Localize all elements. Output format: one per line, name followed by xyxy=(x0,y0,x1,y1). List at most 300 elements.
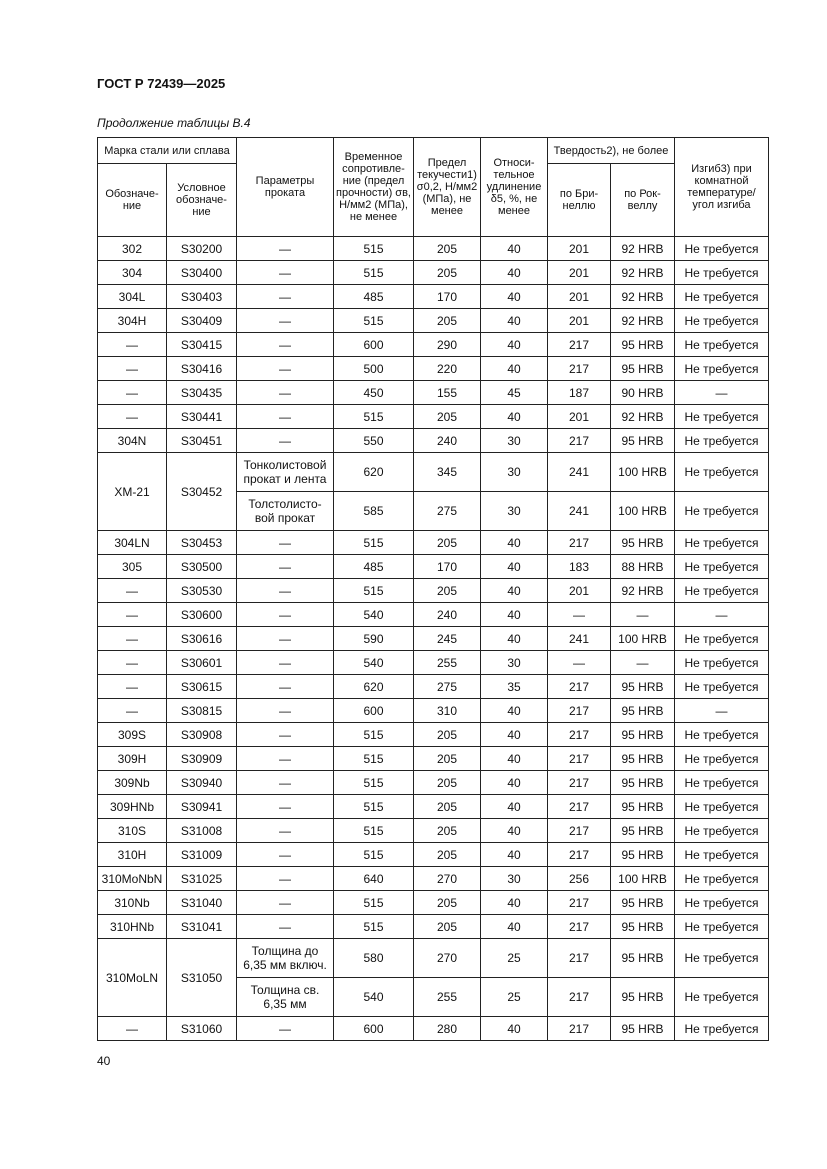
cell-yield: 345 xyxy=(414,453,481,492)
cell-uns: S30500 xyxy=(167,555,237,579)
cell-rockwell: 95 HRB xyxy=(611,891,675,915)
cell-tensile: 640 xyxy=(334,867,414,891)
cell-tensile: 485 xyxy=(334,555,414,579)
cell-bend: Не требуется xyxy=(675,915,769,939)
cell-brinell: 217 xyxy=(548,843,611,867)
cell-rockwell: 95 HRB xyxy=(611,723,675,747)
cell-brinell: 201 xyxy=(548,285,611,309)
cell-uns: S30409 xyxy=(167,309,237,333)
cell-bend: Не требуется xyxy=(675,1017,769,1041)
cell-brinell: 217 xyxy=(548,723,611,747)
header-yield: Предел текучести1) σ0,2, Н/мм2 (МПа), не менее xyxy=(414,138,481,237)
cell-brinell: 217 xyxy=(548,747,611,771)
cell-elongation: 40 xyxy=(481,795,548,819)
cell-yield: 240 xyxy=(414,603,481,627)
cell-rockwell: 100 HRB xyxy=(611,453,675,492)
cell-rockwell: 95 HRB xyxy=(611,699,675,723)
cell-tensile: 580 xyxy=(334,939,414,978)
cell-params: Толщина св. 6,35 мм xyxy=(237,978,334,1017)
cell-params: — xyxy=(237,405,334,429)
cell-uns: S30453 xyxy=(167,531,237,555)
cell-yield: 205 xyxy=(414,579,481,603)
cell-elongation: 40 xyxy=(481,579,548,603)
cell-brinell: 217 xyxy=(548,771,611,795)
cell-elongation: 40 xyxy=(481,405,548,429)
cell-tensile: 585 xyxy=(334,492,414,531)
cell-bend: Не требуется xyxy=(675,747,769,771)
cell-elongation: 45 xyxy=(481,381,548,405)
cell-params: — xyxy=(237,795,334,819)
cell-params: Толстолисто-вой прокат xyxy=(237,492,334,531)
cell-designation: — xyxy=(98,381,167,405)
cell-elongation: 40 xyxy=(481,555,548,579)
header-brinell: по Бри-неллю xyxy=(548,164,611,237)
cell-tensile: 515 xyxy=(334,747,414,771)
cell-tensile: 515 xyxy=(334,309,414,333)
cell-elongation: 40 xyxy=(481,723,548,747)
cell-yield: 205 xyxy=(414,843,481,867)
cell-yield: 205 xyxy=(414,531,481,555)
cell-elongation: 40 xyxy=(481,261,548,285)
cell-designation: 310Nb xyxy=(98,891,167,915)
table-row xyxy=(98,891,769,915)
table-body xyxy=(98,237,769,1041)
cell-elongation: 40 xyxy=(481,237,548,261)
cell-params: — xyxy=(237,381,334,405)
cell-uns: S31040 xyxy=(167,891,237,915)
cell-rockwell: 95 HRB xyxy=(611,843,675,867)
cell-brinell: 187 xyxy=(548,381,611,405)
cell-rockwell: 95 HRB xyxy=(611,747,675,771)
table-row xyxy=(98,867,769,891)
cell-designation: 310MoNbN xyxy=(98,867,167,891)
cell-rockwell: 92 HRB xyxy=(611,261,675,285)
cell-tensile: 540 xyxy=(334,651,414,675)
cell-yield: 255 xyxy=(414,978,481,1017)
cell-yield: 275 xyxy=(414,492,481,531)
cell-bend: Не требуется xyxy=(675,405,769,429)
table-row xyxy=(98,309,769,333)
cell-uns: S30815 xyxy=(167,699,237,723)
table-row xyxy=(98,699,769,723)
cell-params: — xyxy=(237,555,334,579)
header-uns: Условное обозначе-ние xyxy=(167,164,237,237)
cell-uns: S30908 xyxy=(167,723,237,747)
cell-elongation: 40 xyxy=(481,915,548,939)
cell-brinell: — xyxy=(548,651,611,675)
cell-bend: Не требуется xyxy=(675,891,769,915)
cell-bend: Не требуется xyxy=(675,357,769,381)
cell-designation: 302 xyxy=(98,237,167,261)
cell-tensile: 515 xyxy=(334,531,414,555)
cell-yield: 245 xyxy=(414,627,481,651)
cell-tensile: 515 xyxy=(334,723,414,747)
cell-yield: 275 xyxy=(414,675,481,699)
cell-bend: Не требуется xyxy=(675,978,769,1017)
cell-elongation: 40 xyxy=(481,771,548,795)
cell-bend: Не требуется xyxy=(675,531,769,555)
cell-uns: S30441 xyxy=(167,405,237,429)
cell-yield: 205 xyxy=(414,819,481,843)
cell-elongation: 40 xyxy=(481,819,548,843)
cell-params: — xyxy=(237,771,334,795)
cell-params: — xyxy=(237,429,334,453)
cell-rockwell: 95 HRB xyxy=(611,429,675,453)
cell-rockwell: 95 HRB xyxy=(611,357,675,381)
cell-brinell: 217 xyxy=(548,357,611,381)
cell-rockwell: 95 HRB xyxy=(611,819,675,843)
cell-rockwell: 95 HRB xyxy=(611,978,675,1017)
cell-brinell: 217 xyxy=(548,795,611,819)
cell-elongation: 40 xyxy=(481,627,548,651)
cell-elongation: 30 xyxy=(481,867,548,891)
cell-params: Толщина до 6,35 мм включ. xyxy=(237,939,334,978)
cell-rockwell: 95 HRB xyxy=(611,675,675,699)
cell-bend: Не требуется xyxy=(675,723,769,747)
cell-brinell: 241 xyxy=(548,627,611,651)
table-row xyxy=(98,771,769,795)
cell-designation: — xyxy=(98,357,167,381)
cell-uns: S31041 xyxy=(167,915,237,939)
header-grade: Марка стали или сплава xyxy=(98,138,237,164)
cell-params: — xyxy=(237,261,334,285)
cell-designation: 304 xyxy=(98,261,167,285)
cell-rockwell: 88 HRB xyxy=(611,555,675,579)
cell-designation: — xyxy=(98,699,167,723)
cell-brinell: 217 xyxy=(548,333,611,357)
table-row xyxy=(98,429,769,453)
cell-yield: 205 xyxy=(414,915,481,939)
cell-tensile: 540 xyxy=(334,603,414,627)
cell-bend: Не требуется xyxy=(675,285,769,309)
cell-uns: S30616 xyxy=(167,627,237,651)
cell-params: — xyxy=(237,357,334,381)
cell-uns: S30451 xyxy=(167,429,237,453)
table-row xyxy=(98,819,769,843)
table-row xyxy=(98,651,769,675)
cell-brinell: 217 xyxy=(548,699,611,723)
cell-tensile: 515 xyxy=(334,795,414,819)
cell-elongation: 40 xyxy=(481,357,548,381)
cell-brinell: 217 xyxy=(548,891,611,915)
table-row xyxy=(98,261,769,285)
cell-designation: — xyxy=(98,405,167,429)
cell-brinell: — xyxy=(548,603,611,627)
cell-designation: 310S xyxy=(98,819,167,843)
cell-designation: 304N xyxy=(98,429,167,453)
table-row xyxy=(98,531,769,555)
cell-elongation: 40 xyxy=(481,1017,548,1041)
cell-uns: S30435 xyxy=(167,381,237,405)
cell-bend: — xyxy=(675,603,769,627)
cell-yield: 205 xyxy=(414,309,481,333)
cell-params: Тонколистовой прокат и лента xyxy=(237,453,334,492)
cell-yield: 310 xyxy=(414,699,481,723)
cell-yield: 255 xyxy=(414,651,481,675)
cell-brinell: 201 xyxy=(548,579,611,603)
cell-uns: S30600 xyxy=(167,603,237,627)
header-hardness: Твердость2), не более xyxy=(548,138,675,164)
table-row xyxy=(98,579,769,603)
table-row xyxy=(98,723,769,747)
cell-tensile: 515 xyxy=(334,405,414,429)
cell-bend: Не требуется xyxy=(675,843,769,867)
cell-brinell: 217 xyxy=(548,915,611,939)
cell-bend: Не требуется xyxy=(675,261,769,285)
cell-yield: 170 xyxy=(414,555,481,579)
cell-elongation: 40 xyxy=(481,699,548,723)
header-elongation: Относи-тельное удлинение δ5, %, не менее xyxy=(481,138,548,237)
cell-brinell: 217 xyxy=(548,429,611,453)
cell-yield: 220 xyxy=(414,357,481,381)
cell-bend: Не требуется xyxy=(675,555,769,579)
header-designation: Обозначе-ние xyxy=(98,164,167,237)
cell-rockwell: 95 HRB xyxy=(611,531,675,555)
cell-rockwell: 95 HRB xyxy=(611,333,675,357)
cell-params: — xyxy=(237,867,334,891)
cell-brinell: 217 xyxy=(548,1017,611,1041)
cell-tensile: 620 xyxy=(334,453,414,492)
cell-elongation: 40 xyxy=(481,531,548,555)
cell-bend: — xyxy=(675,699,769,723)
cell-yield: 205 xyxy=(414,747,481,771)
cell-params: — xyxy=(237,627,334,651)
cell-yield: 205 xyxy=(414,771,481,795)
table-row xyxy=(98,843,769,867)
cell-uns: S30415 xyxy=(167,333,237,357)
cell-bend: Не требуется xyxy=(675,795,769,819)
cell-tensile: 515 xyxy=(334,891,414,915)
cell-yield: 270 xyxy=(414,867,481,891)
cell-params: — xyxy=(237,723,334,747)
cell-uns: S30940 xyxy=(167,771,237,795)
cell-rockwell: 92 HRB xyxy=(611,237,675,261)
cell-bend: Не требуется xyxy=(675,237,769,261)
cell-yield: 170 xyxy=(414,285,481,309)
cell-yield: 205 xyxy=(414,261,481,285)
cell-rockwell: 95 HRB xyxy=(611,915,675,939)
cell-bend: Не требуется xyxy=(675,579,769,603)
cell-yield: 270 xyxy=(414,939,481,978)
cell-bend: Не требуется xyxy=(675,492,769,531)
cell-tensile: 540 xyxy=(334,978,414,1017)
cell-elongation: 40 xyxy=(481,747,548,771)
cell-rockwell: 100 HRB xyxy=(611,627,675,651)
cell-uns: S30941 xyxy=(167,795,237,819)
cell-params: — xyxy=(237,309,334,333)
cell-tensile: 515 xyxy=(334,261,414,285)
cell-rockwell: — xyxy=(611,603,675,627)
cell-designation: 310HNb xyxy=(98,915,167,939)
table-row xyxy=(98,627,769,651)
cell-tensile: 600 xyxy=(334,1017,414,1041)
cell-uns: S31060 xyxy=(167,1017,237,1041)
cell-yield: 205 xyxy=(414,891,481,915)
cell-params: — xyxy=(237,819,334,843)
cell-params: — xyxy=(237,333,334,357)
cell-elongation: 40 xyxy=(481,285,548,309)
cell-params: — xyxy=(237,699,334,723)
cell-brinell: 201 xyxy=(548,309,611,333)
cell-tensile: 485 xyxy=(334,285,414,309)
cell-designation: 304H xyxy=(98,309,167,333)
cell-brinell: 256 xyxy=(548,867,611,891)
cell-yield: 290 xyxy=(414,333,481,357)
cell-rockwell: 90 HRB xyxy=(611,381,675,405)
cell-tensile: 550 xyxy=(334,429,414,453)
cell-params: — xyxy=(237,843,334,867)
table-row xyxy=(98,675,769,699)
cell-brinell: 183 xyxy=(548,555,611,579)
cell-bend: Не требуется xyxy=(675,675,769,699)
cell-params: — xyxy=(237,603,334,627)
cell-designation: 310H xyxy=(98,843,167,867)
cell-elongation: 35 xyxy=(481,675,548,699)
table-row xyxy=(98,357,769,381)
cell-yield: 205 xyxy=(414,405,481,429)
cell-brinell: 201 xyxy=(548,405,611,429)
cell-tensile: 515 xyxy=(334,915,414,939)
cell-elongation: 25 xyxy=(481,939,548,978)
cell-yield: 155 xyxy=(414,381,481,405)
cell-tensile: 515 xyxy=(334,579,414,603)
standard-title: ГОСТ Р 72439—2025 xyxy=(97,76,226,91)
cell-elongation: 30 xyxy=(481,429,548,453)
cell-uns: S30403 xyxy=(167,285,237,309)
cell-designation: 309S xyxy=(98,723,167,747)
cell-elongation: 40 xyxy=(481,891,548,915)
cell-elongation: 30 xyxy=(481,651,548,675)
cell-params: — xyxy=(237,747,334,771)
cell-elongation: 40 xyxy=(481,843,548,867)
table-row xyxy=(98,603,769,627)
cell-bend: Не требуется xyxy=(675,867,769,891)
cell-rockwell: 92 HRB xyxy=(611,579,675,603)
cell-rockwell: 95 HRB xyxy=(611,1017,675,1041)
cell-elongation: 25 xyxy=(481,978,548,1017)
table-row xyxy=(98,285,769,309)
cell-tensile: 515 xyxy=(334,843,414,867)
cell-designation: — xyxy=(98,603,167,627)
cell-rockwell: 92 HRB xyxy=(611,405,675,429)
cell-bend: Не требуется xyxy=(675,429,769,453)
table-row xyxy=(98,915,769,939)
cell-params: — xyxy=(237,651,334,675)
cell-bend: Не требуется xyxy=(675,627,769,651)
cell-uns: S30200 xyxy=(167,237,237,261)
header-rockwell: по Рок-веллу xyxy=(611,164,675,237)
cell-brinell: 201 xyxy=(548,237,611,261)
cell-rockwell: 92 HRB xyxy=(611,309,675,333)
cell-elongation: 40 xyxy=(481,333,548,357)
cell-designation: — xyxy=(98,333,167,357)
cell-elongation: 40 xyxy=(481,603,548,627)
cell-yield: 205 xyxy=(414,237,481,261)
cell-tensile: 600 xyxy=(334,699,414,723)
cell-params: — xyxy=(237,1017,334,1041)
cell-designation: 309HNb xyxy=(98,795,167,819)
cell-bend: Не требуется xyxy=(675,939,769,978)
cell-rockwell: 92 HRB xyxy=(611,285,675,309)
cell-tensile: 515 xyxy=(334,819,414,843)
cell-rockwell: 100 HRB xyxy=(611,492,675,531)
header-bend: Изгиб3) при комнатной температуре/ угол изгиба xyxy=(675,138,769,237)
cell-bend: Не требуется xyxy=(675,771,769,795)
cell-brinell: 217 xyxy=(548,675,611,699)
cell-designation: — xyxy=(98,675,167,699)
table-row xyxy=(98,555,769,579)
cell-uns: S30601 xyxy=(167,651,237,675)
cell-params: — xyxy=(237,891,334,915)
cell-params: — xyxy=(237,285,334,309)
cell-designation: 304LN xyxy=(98,531,167,555)
cell-bend: Не требуется xyxy=(675,333,769,357)
cell-tensile: 515 xyxy=(334,237,414,261)
table-row xyxy=(98,1017,769,1041)
cell-uns: S31050 xyxy=(167,939,237,1017)
cell-tensile: 500 xyxy=(334,357,414,381)
cell-tensile: 515 xyxy=(334,771,414,795)
cell-designation: 304L xyxy=(98,285,167,309)
cell-rockwell: 95 HRB xyxy=(611,939,675,978)
cell-bend: Не требуется xyxy=(675,819,769,843)
cell-yield: 240 xyxy=(414,429,481,453)
cell-uns: S30416 xyxy=(167,357,237,381)
cell-bend: Не требуется xyxy=(675,309,769,333)
header-params: Параметры проката xyxy=(237,138,334,237)
cell-rockwell: 100 HRB xyxy=(611,867,675,891)
cell-bend: Не требуется xyxy=(675,453,769,492)
cell-brinell: 217 xyxy=(548,978,611,1017)
cell-params: — xyxy=(237,915,334,939)
cell-brinell: 201 xyxy=(548,261,611,285)
cell-designation: 310MoLN xyxy=(98,939,167,1017)
table-row xyxy=(98,333,769,357)
cell-designation: — xyxy=(98,1017,167,1041)
cell-uns: S30615 xyxy=(167,675,237,699)
cell-yield: 205 xyxy=(414,795,481,819)
cell-uns: S30909 xyxy=(167,747,237,771)
steel-properties-table xyxy=(97,137,769,1041)
cell-params: — xyxy=(237,675,334,699)
table-row xyxy=(98,939,769,978)
cell-designation: — xyxy=(98,651,167,675)
cell-rockwell: — xyxy=(611,651,675,675)
cell-tensile: 450 xyxy=(334,381,414,405)
table-row xyxy=(98,405,769,429)
table-row xyxy=(98,237,769,261)
cell-designation: 309Nb xyxy=(98,771,167,795)
table-row xyxy=(98,795,769,819)
cell-yield: 280 xyxy=(414,1017,481,1041)
cell-elongation: 30 xyxy=(481,492,548,531)
page-number: 40 xyxy=(97,1054,111,1068)
cell-tensile: 590 xyxy=(334,627,414,651)
cell-designation: — xyxy=(98,579,167,603)
cell-designation: — xyxy=(98,627,167,651)
cell-brinell: 217 xyxy=(548,939,611,978)
cell-uns: S31009 xyxy=(167,843,237,867)
cell-uns: S31025 xyxy=(167,867,237,891)
table-row xyxy=(98,381,769,405)
cell-brinell: 241 xyxy=(548,492,611,531)
table-row xyxy=(98,747,769,771)
cell-designation: XM-21 xyxy=(98,453,167,531)
cell-params: — xyxy=(237,531,334,555)
cell-uns: S30452 xyxy=(167,453,237,531)
cell-brinell: 217 xyxy=(548,819,611,843)
table-row xyxy=(98,453,769,492)
